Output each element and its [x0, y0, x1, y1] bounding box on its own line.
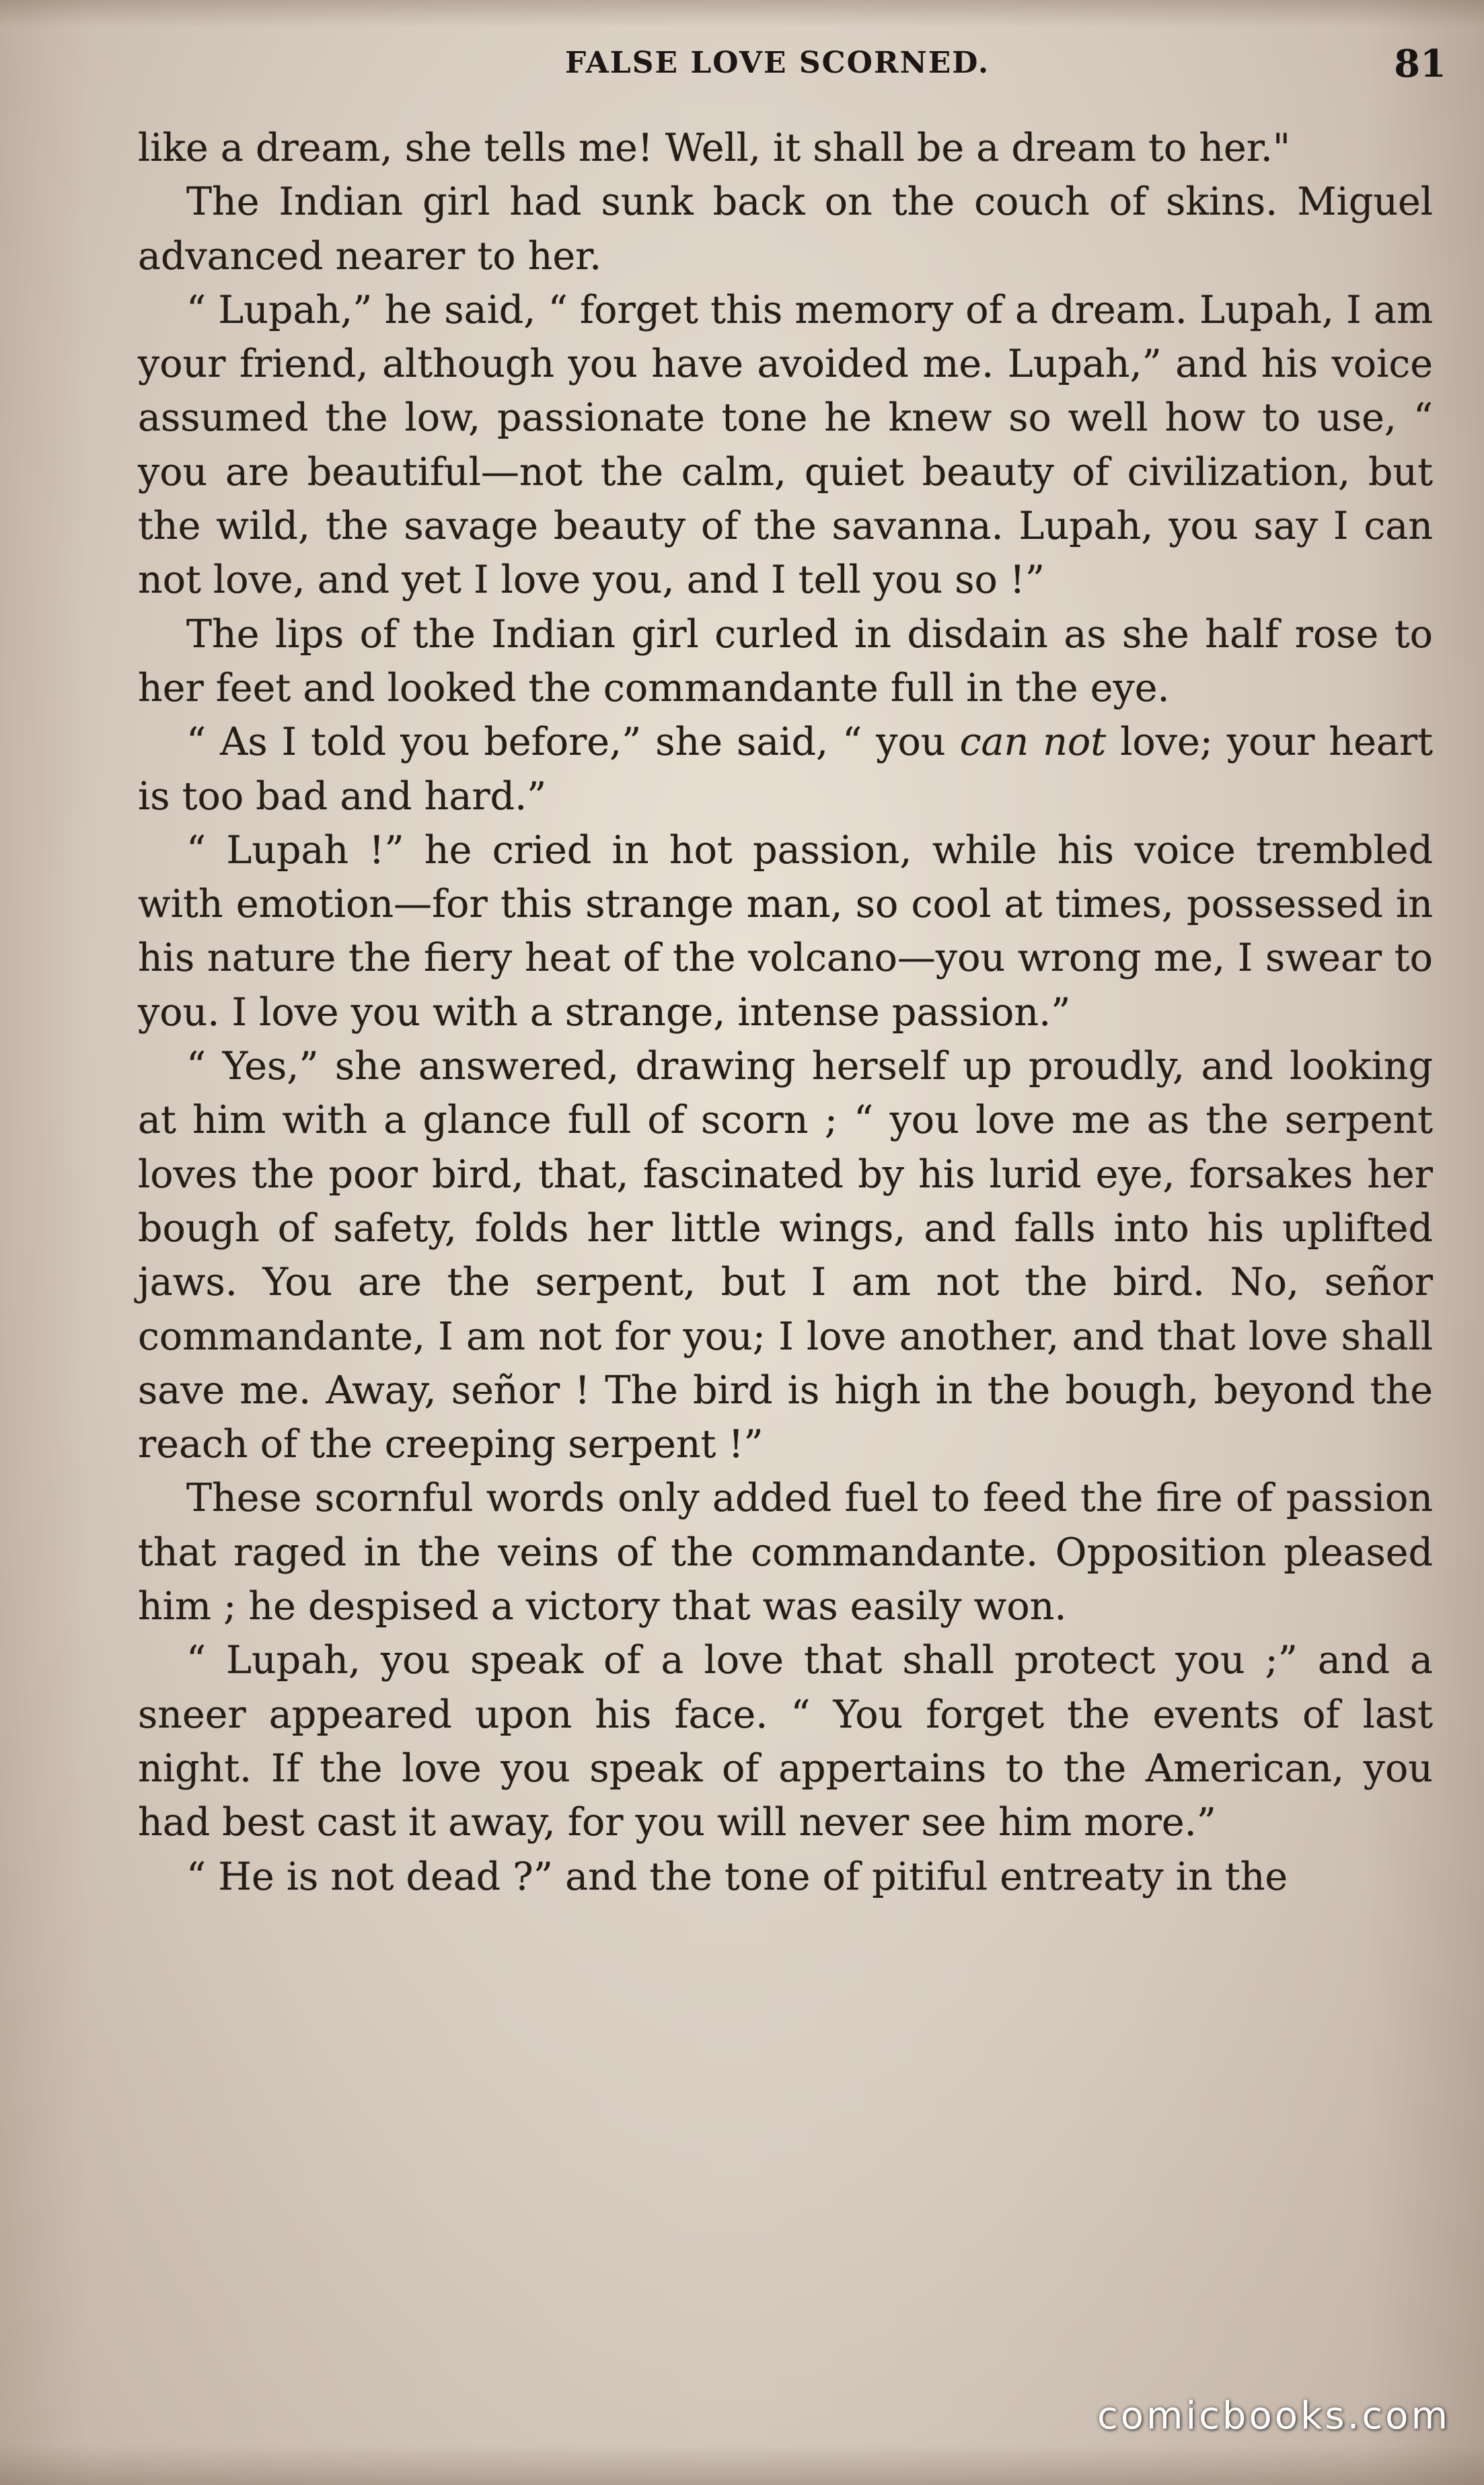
paragraph-10: “ He is not dead ?” and the tone of pitiful entreaty in the [186, 1854, 1288, 1899]
paragraph-4: The lips of the Indian girl curled in disdain as she half rose to her feet and looked the commandante full in the eye. [138, 611, 1433, 710]
body-text [138, 121, 1433, 1904]
page-header [135, 42, 1446, 89]
running-head: FALSE LOVE SCORNED. [565, 46, 990, 80]
paragraph-9: “ Lupah, you speak of a love that shall protect you ;” and a sneer appeared upon his face. “ You forget the events of last night. If the love you speak of appertains to the American, you had best cast it away, for you will never see him more.” [138, 1638, 1433, 1845]
watermark-text: comicbooks.com [1097, 2394, 1450, 2438]
paragraph-1: like a dream, she tells me! Well, it shall be a dream to her." [138, 126, 1291, 170]
paragraph-6: “ Lupah !” he cried in hot passion, while his voice trembled with emotion—for this strange man, so cool at times, possessed in his nature the fiery heat of the volcano—you wrong me, I swear to you. I love you with a strange, intense passion.” [138, 827, 1433, 1035]
paragraph-7: “ Yes,” she answered, drawing herself up proudly, and looking at him with a glance full of scorn ; “ you love me as the serpent loves the poor bird, that, fascinated by his lurid eye, forsakes her bough of safety, folds her little wings, and falls into his uplifted jaws. You are the serpent, but I am not the bird. No, señor commandante, I am not for you; I love another, and that love shall save me. Away, señor ! The bird is high in the bough, beyond the reach of the creeping serpent !” [138, 1044, 1433, 1467]
paragraph-3: “ Lupah,” he said, “ forget this memory of a dream. Lupah, I am your friend, although you have avoided me. Lupah,” and his voice assumed the low, passionate tone he knew so well how to use, “ you are beautiful—not the calm, quiet beauty of civilization, but the wild, the savage beauty of the savanna. Lupah, you say I can not love, and yet I love you, and I tell you so !” [138, 287, 1433, 603]
page-number: 81 [1394, 42, 1446, 86]
paragraph-5: “ As I told you before,” she said, “ you can not love; your heart is too bad and hard.” [138, 720, 1434, 819]
italic-emphasis: can not [959, 720, 1107, 765]
paragraph-8: These scornful words only added fuel to feed the fire of passion that raged in the veins of the commandante. Opposition pleased him ; he despised a victory that was easily won. [138, 1476, 1433, 1629]
paragraph-2: The Indian girl had sunk back on the couch of skins. Miguel advanced nearer to her. [138, 180, 1433, 279]
